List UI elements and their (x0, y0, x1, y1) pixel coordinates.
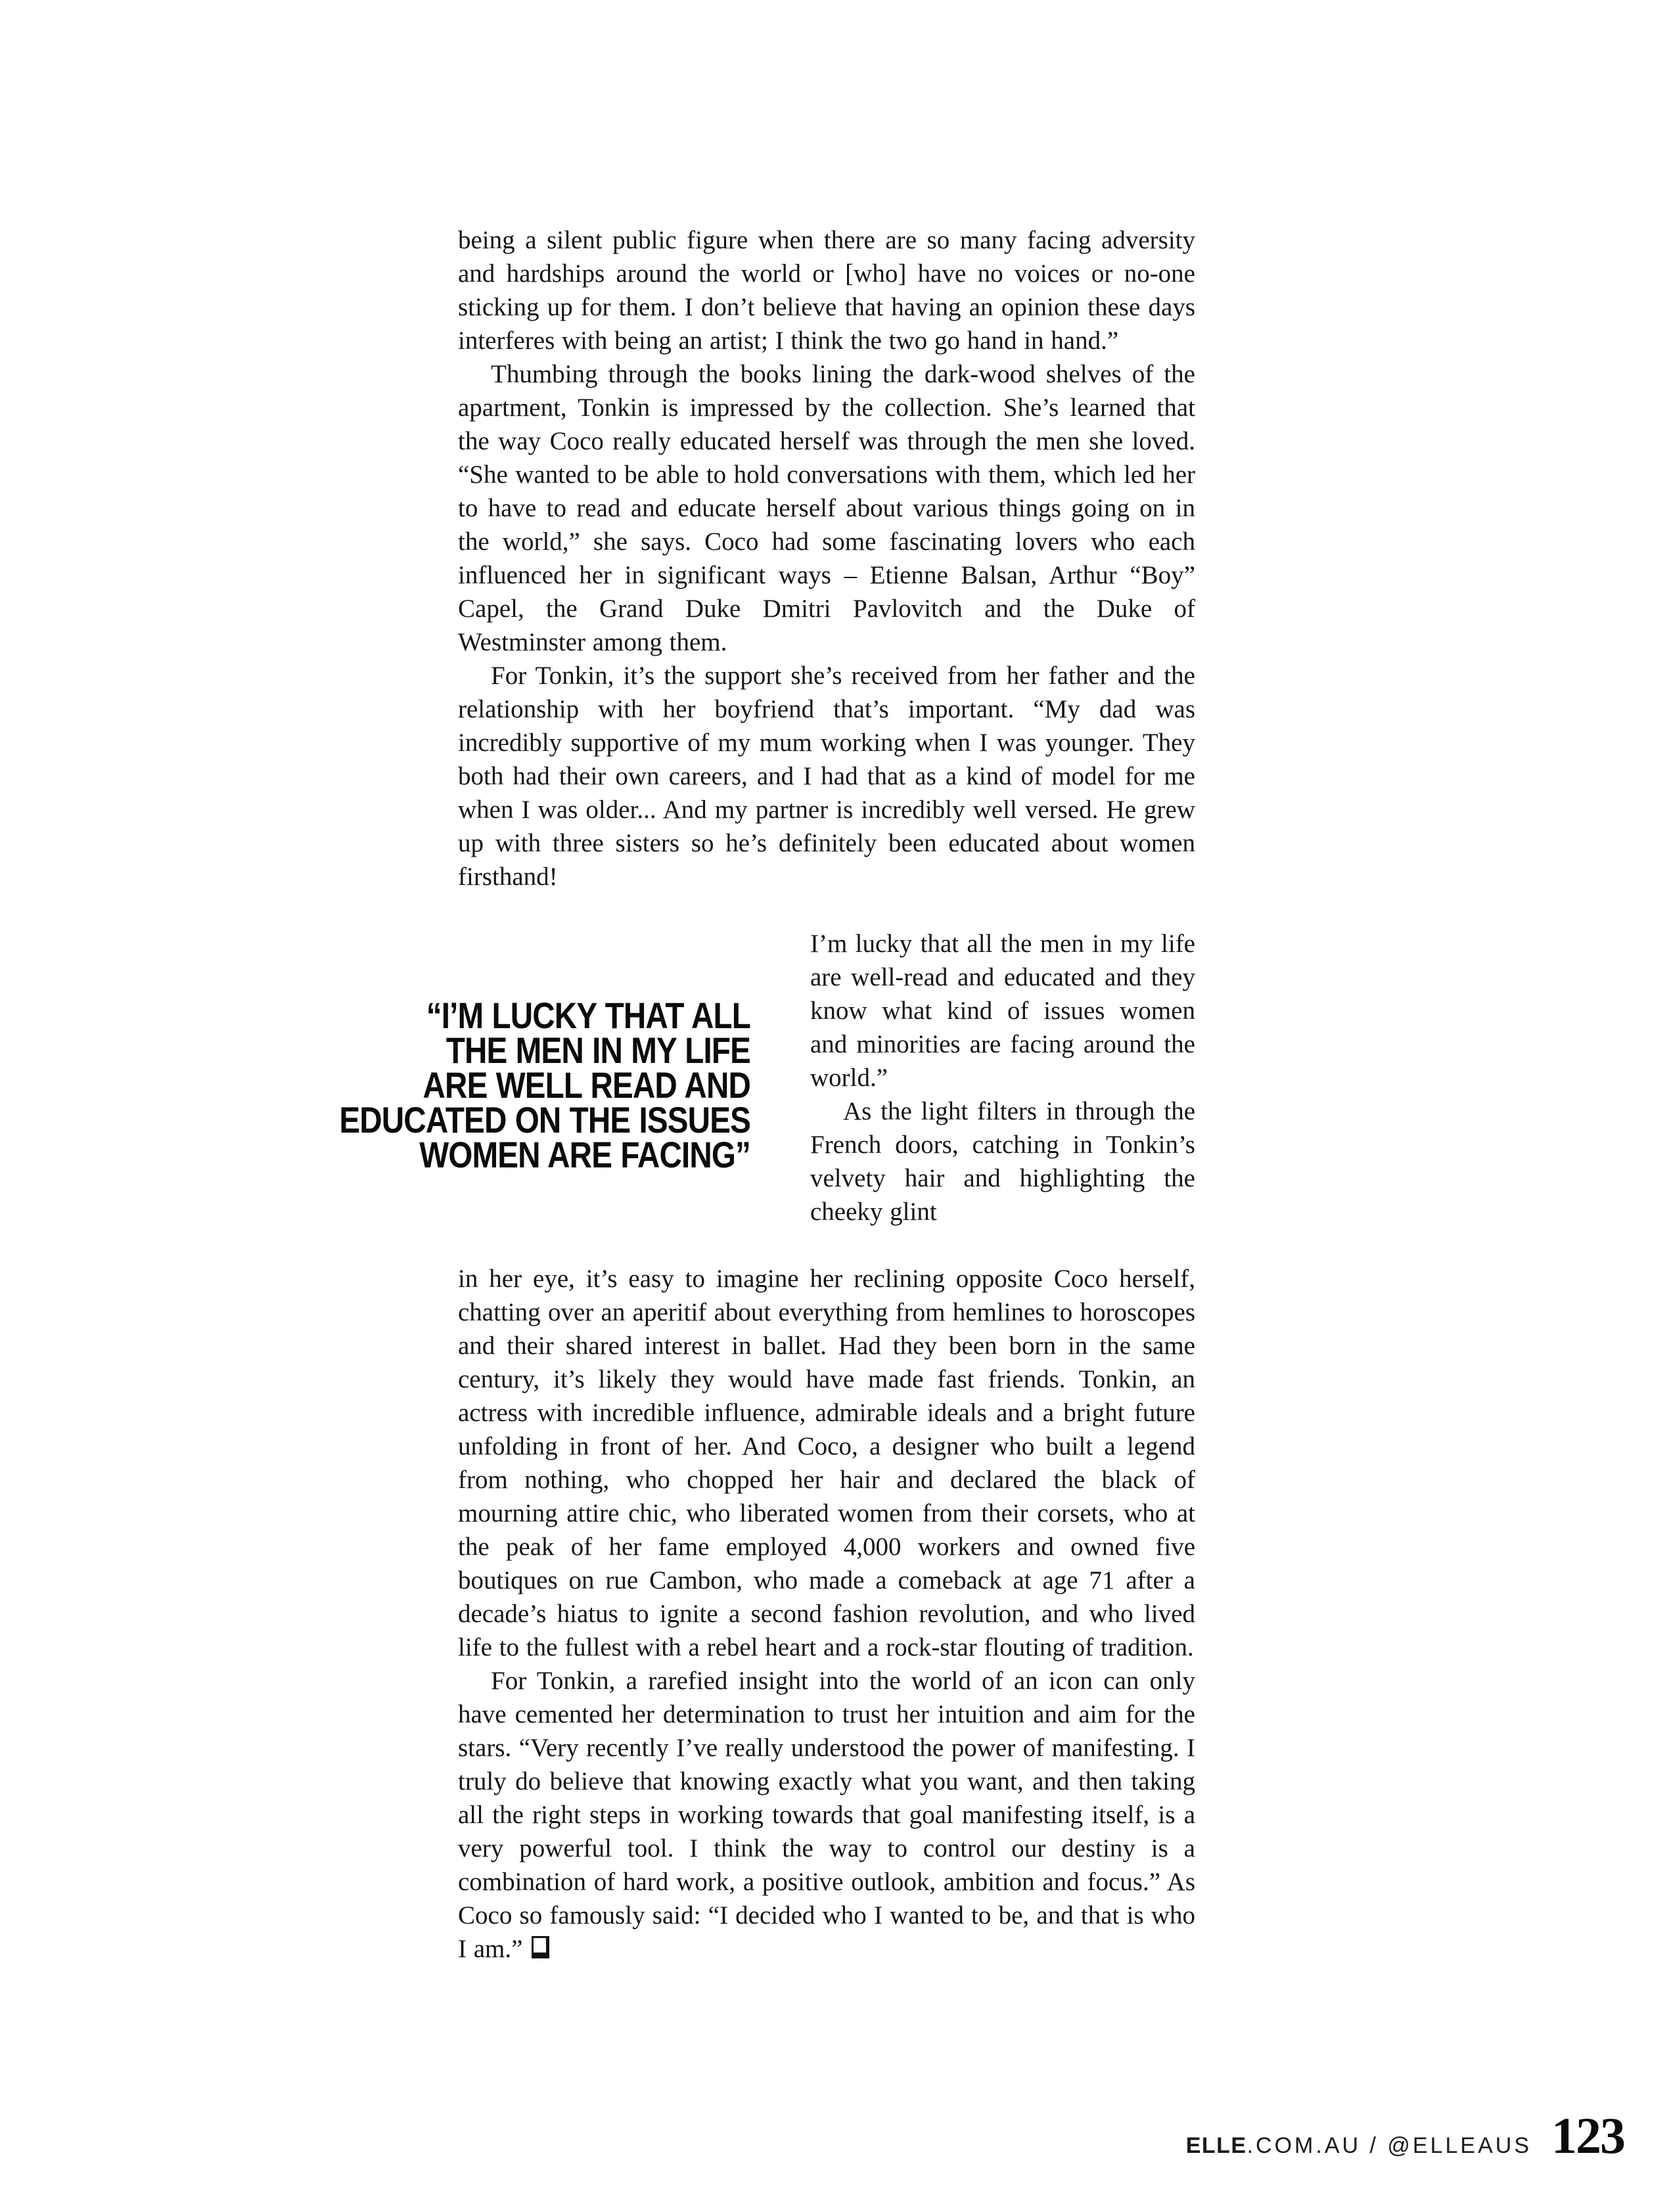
pull-quote (321, 995, 751, 1175)
end-of-article-icon (532, 1936, 549, 1958)
pull-quote-line: EDUCATED ON THE ISSUES (339, 1099, 750, 1140)
body-paragraph (458, 1664, 1195, 1966)
page-number: 123 (1551, 2107, 1624, 2164)
body-paragraph: being a silent public figure when there are so many facing adversity and hardships around the world or [who] have no voices or no-one sticking up for them. I don’t believe that having an opinion these days interferes with being an artist; I think the two go hand in hand.” (458, 226, 1195, 355)
pull-quote-line: ARE WELL READ AND (423, 1064, 750, 1106)
page-footer (1185, 2107, 1624, 2164)
article-body (339, 223, 1195, 1966)
pull-quote-line: THE MEN IN MY LIFE (446, 1029, 750, 1071)
body-paragraph: in her eye, it’s easy to imagine her reclining opposite Coco herself, chatting over an aperitif about everything from hemlines to horoscopes and their shared interest in ballet. Had they been born in the same century, it’s likely they would have made fast friends. Tonkin, an actress with incredible influence, admirable ideals and a bright future unfolding in front of her. And Coco, a designer who built a legend from nothing, who chopped her hair and declared the black of mourning attire chic, who liberated women from their corsets, who at the peak of her fame employed 4,000 workers and owned five boutiques on rue Cambon, who made a comeback at age 71 after a decade’s hiatus to ignite a second fashion revolution, and who lived life to the fullest with a rebel heart and a rock-star flouting of tradition. (458, 1265, 1195, 1661)
narrow-column (810, 927, 1195, 1262)
pull-quote-line: “I’M LUCKY THAT ALL (426, 995, 750, 1036)
body-paragraph: Thumbing through the books lining the dark-wood shelves of the apartment, Tonkin is impressed by the collection. She’s learned that the way Coco really educated herself was through the men she loved. “She wanted to be able to hold conversations with them, which led her to have to read and educate herself about various things going on in the world,” she says. Coco had some fascinating lovers who each influenced her in significant ways – Etienne Balsan, Arthur “Boy” Capel, the Grand Duke Dmitri Pavlovitch and the Duke of Westminster among them. (458, 360, 1195, 656)
article-bottom-section (458, 1262, 1195, 1966)
footer-brand: ELLE (1185, 2133, 1247, 2158)
pull-quote-line: WOMEN ARE FACING” (419, 1134, 750, 1175)
paragraph-text: For Tonkin, a rarefied insight into the world of an icon can only have cemented her determination to trust her intuition and aim for the stars. “Very recently I’ve really understood the power of manifesting. I truly do believe that knowing exactly what you want, and then taking all the right steps in working towards that goal manifesting itself, is a very powerful tool. I think the way to control our destiny is a combination of hard work, a positive outlook, ambition and focus.” As Coco so famously said: “I decided who I wanted to be, and that is who I am.” (458, 1667, 1195, 1963)
body-paragraph: For Tonkin, it’s the support she’s received from her father and the relationship with her boyfriend that’s important. “My dad was incredibly supportive of my mum working when I was younger. They both had their own careers, and I had that as a kind of model for me when I was older... And my partner is incredibly well versed. He grew up with three sisters so he’s definitely been educated about women firsthand! (458, 662, 1195, 891)
article-top-section (458, 223, 1195, 927)
body-paragraph: As the light filters in through the French doors, catching in Tonkin’s velvety hair and highlighting the cheeky glint (810, 1097, 1195, 1226)
article-middle-section (339, 927, 1195, 1262)
footer-site-suffix: .COM.AU / @ELLEAUS (1246, 2133, 1532, 2158)
footer-site-url (1186, 2133, 1532, 2159)
body-paragraph: I’m lucky that all the men in my life are well-read and educated and they know what kind of issues women and minorities are facing around the world.” (810, 930, 1195, 1092)
